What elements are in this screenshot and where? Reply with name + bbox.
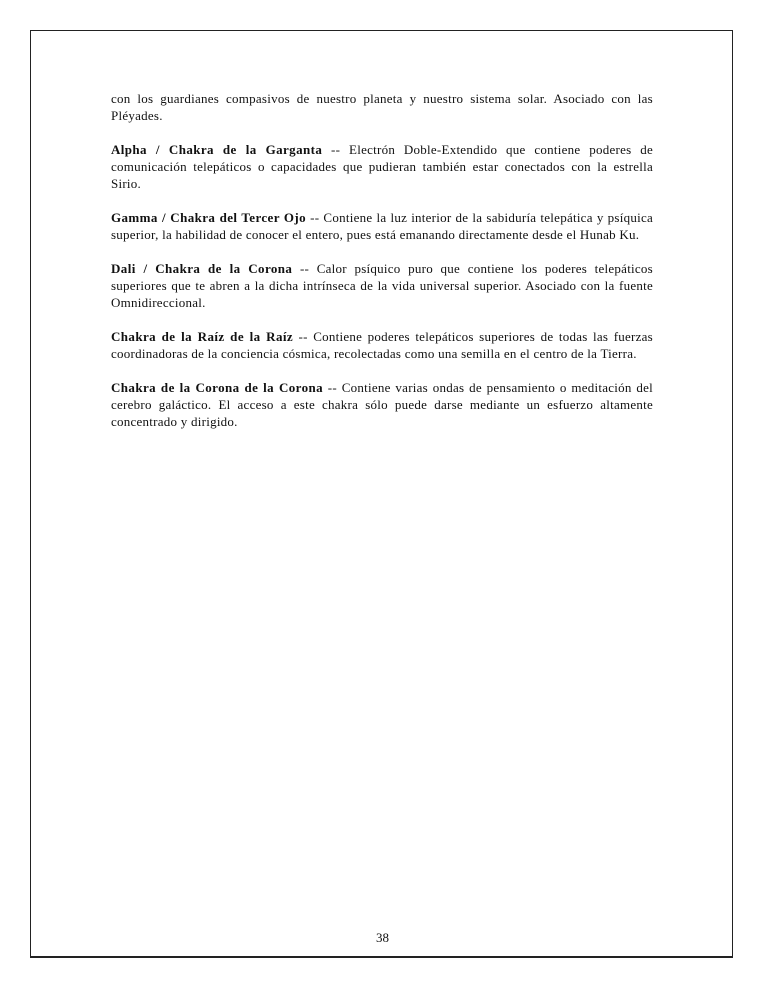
document-body xyxy=(111,90,653,447)
paragraph-text: -- Calor psíquico puro que contiene los poderes telepáticos superiores que te abren a la dicha intrínseca de la vida universal superior. Asociado con la fuente Omnidireccional. xyxy=(111,261,653,310)
paragraph-text: -- Contiene varias ondas de pensamiento o meditación del cerebro galáctico. El acceso a este chakra sólo puede darse mediante un esfuerzo altamente concentrado y dirigido. xyxy=(111,380,654,429)
page-number: 38 xyxy=(376,930,389,945)
paragraph-term: Dali / Chakra de la Corona xyxy=(111,261,293,276)
paragraph-term: Chakra de la Raíz de la Raíz xyxy=(111,329,294,344)
paragraph-text: -- Contiene poderes telepáticos superiores de todas las fuerzas coordinadoras de la conciencia cósmica, recolectadas como una semilla en el centro de la Tierra. xyxy=(111,329,653,361)
paragraph-crown-of-crown-chakra xyxy=(111,379,653,430)
paragraph-term: Alpha / Chakra de la Garganta xyxy=(111,142,323,157)
paragraph-term: Chakra de la Corona de la Corona xyxy=(111,380,324,395)
paragraph-root-of-root-chakra xyxy=(111,328,653,362)
paragraph-continuation xyxy=(111,90,653,124)
paragraph-dali-crown-chakra xyxy=(111,260,653,311)
paragraph-text: -- Electrón Doble-Extendido que contiene poderes de comunicación telepáticos o capacidades que pudieran también estar conectados con la estrella Sirio. xyxy=(111,142,653,191)
paragraph-term: Gamma / Chakra del Tercer Ojo xyxy=(111,210,307,225)
paragraph-alpha-throat-chakra xyxy=(111,141,653,192)
paragraph-text: con los guardianes compasivos de nuestro planeta y nuestro sistema solar. Asociado con las Pléyades. xyxy=(111,91,653,123)
paragraph-gamma-third-eye-chakra xyxy=(111,209,653,243)
paragraph-text: -- Contiene la luz interior de la sabiduría telepática y psíquica superior, la habilidad de conocer el entero, pues está emanando directamente desde el Hunab Ku. xyxy=(111,210,654,242)
